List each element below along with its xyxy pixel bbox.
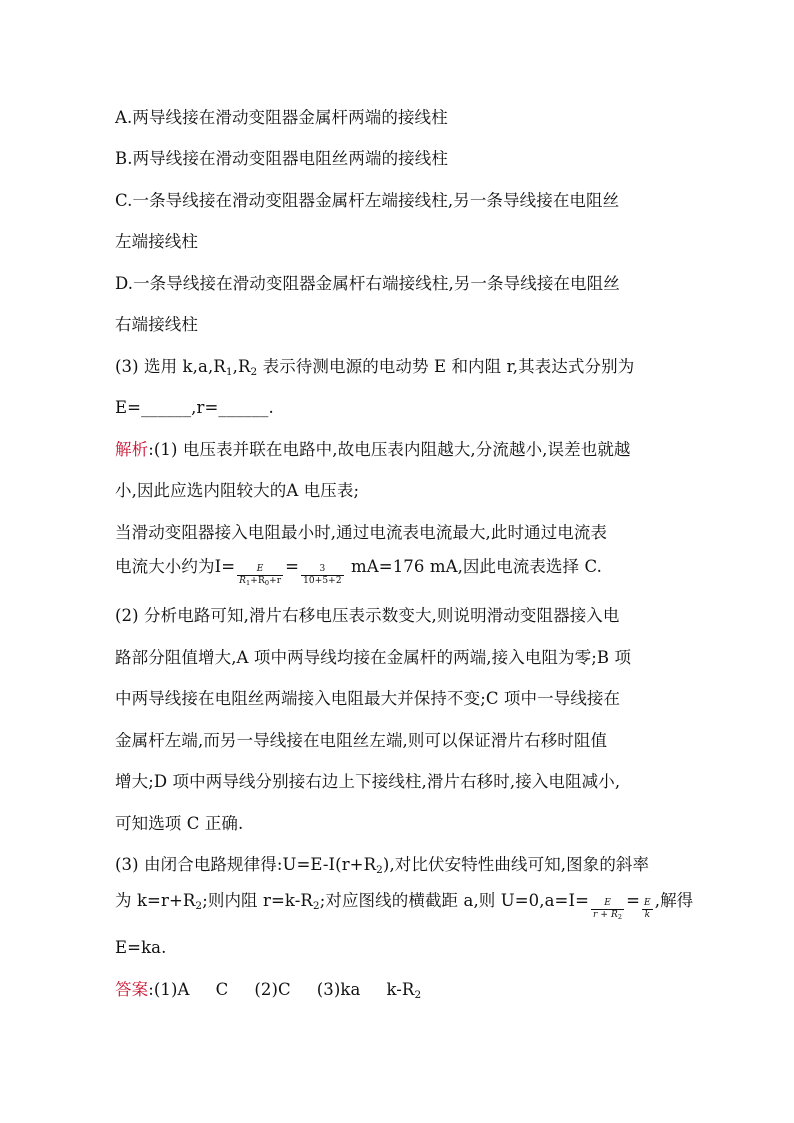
question-3: (3) 选用 $k,a,R_1,R_2$ 表示待测电源的电动势 E 和内阻 r,其表达式分别为: [115, 357, 635, 378]
analysis-p2-line6: 可知选项 C 正确.: [115, 814, 244, 833]
analysis-label: 解析: [115, 440, 149, 459]
option-d-line1: D.一条导线接在滑动变阻器金属杆右端接线柱,另一条导线接在电阻丝: [115, 274, 620, 293]
current-fraction: $\frac{E}{R_1+R_0+r}$: [239, 564, 282, 587]
answer-line: 答案:(1)A C (2)C (3)ka $k-R_2$: [115, 980, 422, 1001]
analysis-p2-line3: 中两导线接在电阻丝两端接入电阻最大并保持不变;C 项中一导线接在: [115, 689, 621, 708]
numeric-fraction: $\frac{3}{10+5+2}$: [303, 564, 342, 586]
analysis-line4: 电流大小约为I= $\frac{E}{R_1+R_0+r}$ = $\frac{3}{10+5+2}$ mA=176 mA,因此电流表选择 C.: [115, 557, 602, 587]
option-a: A.两导线接在滑动变阻器金属杆两端的接线柱: [115, 108, 448, 127]
analysis-p2-line5: 增大;D 项中两导线分别接右边上下接线柱,滑片右移时,接入电阻减小,: [115, 772, 621, 791]
analysis-p3-line2: 为 $k=r+R_2$;则内阻 $r=k-R_2$;对应图线的横截距 a,则 U=0,a=I= $\frac{E}{r + R_2}$ = $\frac{E}{k}$ ,解得: [115, 891, 694, 921]
option-c-line1: C.一条导线接在滑动变阻器金属杆左端接线柱,另一条导线接在电阻丝: [115, 191, 620, 210]
analysis-line3: 当滑动变阻器接入电阻最小时,通过电流表电流最大,此时通过电流表: [115, 523, 608, 542]
slope-fraction: $\frac{E}{k}$: [644, 898, 651, 920]
answer-label: 答案: [115, 980, 149, 999]
question-3-blanks: E=______,r=______.: [115, 398, 274, 417]
analysis-p3-line3: E=ka.: [115, 938, 167, 957]
option-d-line2: 右端接线柱: [115, 315, 198, 334]
option-c-line2: 左端接线柱: [115, 232, 198, 251]
intercept-fraction: $\frac{E}{r + R_2}$: [593, 898, 623, 921]
analysis-p3-line1: (3) 由闭合电路规律得$:U=E-I(r+R_2)$,对比伏安特性曲线可知,图象的斜率: [115, 855, 650, 876]
analysis-p2-line1: (2) 分析电路可知,滑片右移电压表示数变大,则说明滑动变阻器接入电: [115, 606, 620, 625]
analysis-line2: 小,因此应选内阻较大的A 电压表;: [115, 481, 360, 500]
option-b: B.两导线接在滑动变阻器电阻丝两端的接线柱: [115, 149, 448, 168]
analysis-p2-line2: 路部分阻值增大,A 项中两导线均接在金属杆的两端,接入电阻为零;B 项: [115, 648, 632, 667]
analysis-line1: 解析:(1) 电压表并联在电路中,故电压表内阻越大,分流越小,误差也就越: [115, 440, 631, 459]
analysis-p2-line4: 金属杆左端,而另一导线接在电阻丝左端,则可以保证滑片右移时阻值: [115, 731, 608, 750]
